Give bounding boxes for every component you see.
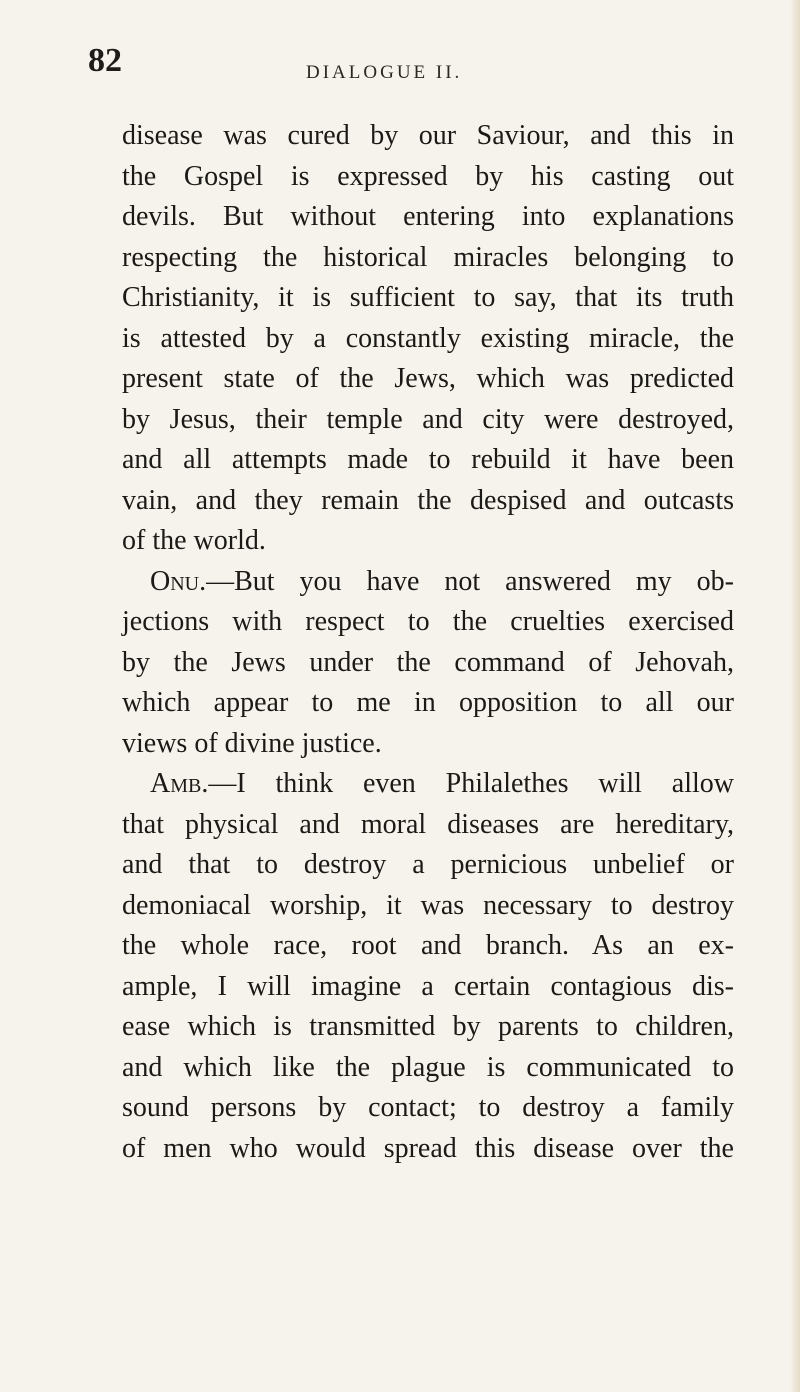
text-line: and all attempts made to rebuild it have been [122, 444, 734, 475]
text-line: ease which is transmitted by parents to children, [122, 1011, 734, 1042]
text-line: Christianity, it is sufficient to say, that its truth [122, 282, 734, 313]
text-line: demoniacal worship, it was necessary to destroy [122, 889, 734, 921]
text-line: of the world. [122, 525, 266, 556]
text-line: disease was cured by our Saviour, and this in [122, 120, 734, 151]
text-line: ample, I will imagine a certain contagious dis- [122, 970, 734, 1002]
text-line: jections with respect to the cruelties exercised [122, 606, 734, 637]
text-line: and that to destroy a pernicious unbelief or [122, 849, 734, 880]
text-line: devils. But without entering into explanations [122, 201, 734, 232]
text-line: and which like the plague is communicated to [122, 1051, 734, 1083]
page-edge-shadow [790, 0, 800, 1392]
text-line: is attested by a constantly existing miracle, the [122, 322, 734, 354]
body-text [122, 116, 734, 1169]
text-line: sound persons by contact; to destroy a family [122, 1092, 734, 1123]
text-line: of men who would spread this disease over the [122, 1132, 734, 1164]
text-line: respecting the historical miracles belonging to [122, 241, 734, 273]
text-line: vain, and they remain the despised and outcasts [122, 484, 734, 516]
dialogue-line-amb [122, 764, 734, 805]
text-line: —I think even Philalethes will allow [208, 768, 734, 799]
text-line: views of divine justice. [122, 727, 382, 759]
text-line: present state of the Jews, which was predicted [122, 363, 734, 394]
running-head: DIALOGUE II. [306, 62, 463, 83]
text-line: by the Jews under the command of Jehovah, [122, 646, 734, 678]
text-line: the Gospel is expressed by his casting out [122, 160, 734, 192]
speaker-onu: Onu. [150, 565, 207, 597]
text-line: which appear to me in opposition to all our [122, 687, 734, 718]
text-line: the whole race, root and branch. As an ex- [122, 930, 734, 961]
page-number: 82 [88, 42, 122, 79]
text-line: by Jesus, their temple and city were destroyed, [122, 403, 734, 435]
text-line: that physical and moral diseases are hereditary, [122, 808, 734, 840]
dialogue-line-onu [122, 562, 734, 603]
speaker-amb: Amb. [150, 768, 209, 799]
text-line: —But you have not answered my ob- [206, 565, 734, 597]
